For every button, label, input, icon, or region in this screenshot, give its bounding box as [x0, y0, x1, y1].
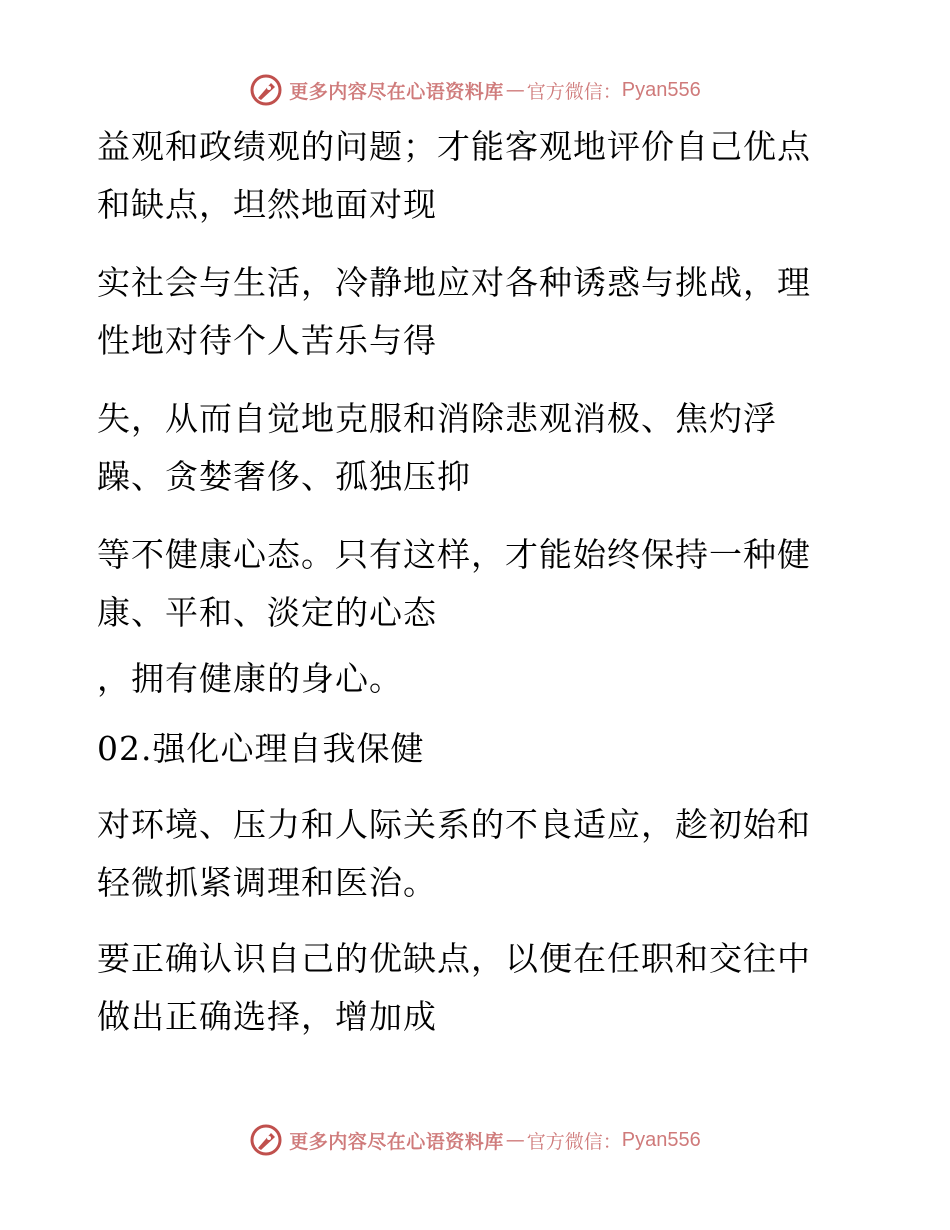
paragraph-line: 性地对待个人苦乐与得 [97, 321, 437, 360]
paragraph-line: 失，从而自觉地克服和消除悲观消极、焦灼浮 [97, 399, 777, 438]
pen-nib-logo-icon [249, 73, 283, 107]
header-wechat-id: Pyan556 [621, 78, 701, 101]
header-text: 更多内容尽在心语资料库 [289, 80, 504, 103]
footer-wechat-id: Pyan556 [621, 1128, 701, 1151]
paragraph-line: 和缺点，坦然地面对现 [97, 185, 437, 224]
paragraph-6 [97, 796, 837, 912]
paragraph-7 [97, 930, 837, 1046]
paragraph-line: 实社会与生活，冷静地应对各种诱惑与挑战，理 [97, 263, 811, 302]
paragraph-line: 益观和政绩观的问题；才能客观地评价自己优点 [97, 127, 811, 166]
paragraph-4 [97, 526, 837, 642]
paragraph-line: ，拥有健康的身心。 [97, 659, 403, 698]
paragraph-1 [97, 118, 837, 234]
pen-nib-logo-icon [249, 1123, 283, 1157]
footer-wechat-label: 官方微信： [526, 1130, 622, 1153]
header-banner [0, 70, 950, 110]
paragraph-line: 等不健康心态。只有这样，才能始终保持一种健 [97, 535, 811, 574]
footer-banner [0, 1120, 950, 1160]
footer-separator: — [505, 1129, 525, 1151]
paragraph-line: 要正确认识自己的优缺点，以便在任职和交往中 [97, 939, 811, 978]
paragraph-2 [97, 254, 837, 370]
paragraph-3 [97, 390, 837, 506]
paragraph-line: 康、平和、淡定的心态 [97, 593, 437, 632]
footer-text: 更多内容尽在心语资料库 [289, 1130, 504, 1153]
paragraph-line: 02.强化心理自我保健 [97, 729, 425, 768]
paragraph-line: 对环境、压力和人际关系的不良适应，趁初始和 [97, 805, 811, 844]
paragraph-line: 做出正确选择，增加成 [97, 997, 437, 1036]
paragraph-5 [97, 650, 837, 708]
section-heading [97, 720, 837, 778]
header-wechat-label: 官方微信： [526, 80, 622, 103]
header-separator: — [505, 79, 525, 101]
paragraph-line: 躁、贪婪奢侈、孤独压抑 [97, 457, 471, 496]
paragraph-line: 轻微抓紧调理和医治。 [97, 863, 437, 902]
